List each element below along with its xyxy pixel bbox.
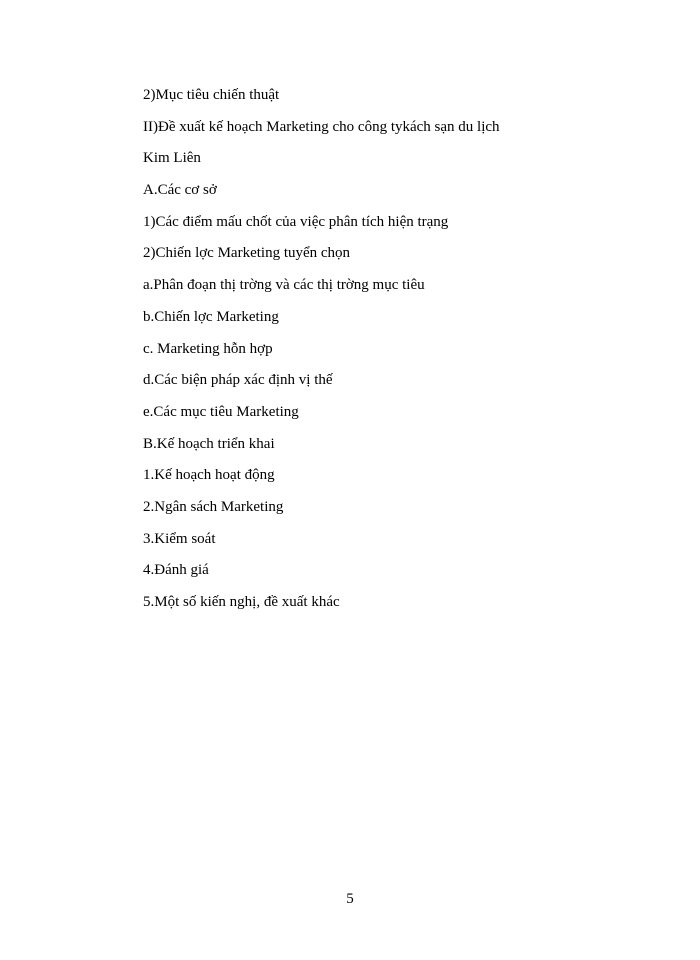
toc-line: 2)Mục tiêu chiến thuật — [143, 87, 280, 103]
toc-line: B.Kế hoạch triển khai — [143, 435, 275, 452]
table-of-contents — [143, 80, 563, 619]
toc-line: d.Các biện pháp xác định vị thế — [143, 372, 333, 389]
toc-line: 2.Ngân sách Marketing — [143, 498, 284, 515]
toc-line: b.Chiến lợc Marketing — [143, 308, 279, 325]
toc-line: e.Các mục tiêu Marketing — [143, 403, 299, 420]
toc-line: II)Đề xuất kế hoạch Marketing cho công tykách sạn du lịch — [143, 118, 500, 135]
page-number: 5 — [346, 891, 354, 907]
toc-line: 5.Một số kiến nghị, đề xuất khác — [143, 594, 340, 610]
toc-line: a.Phân đoạn thị trờng và các thị trờng mục tiêu — [143, 277, 425, 294]
toc-line: 1.Kế hoạch hoạt động — [143, 467, 275, 484]
toc-line: 3.Kiểm soát — [143, 530, 216, 547]
toc-line: 4.Đánh giá — [143, 562, 209, 579]
toc-line: 2)Chiến lợc Marketing tuyển chọn — [143, 245, 351, 262]
toc-line: A.Các cơ sở — [143, 182, 217, 199]
toc-line: c. Marketing hỗn hợp — [143, 340, 273, 357]
toc-line: 1)Các điểm mấu chốt của việc phân tích hiện trạng — [143, 213, 449, 230]
toc-line: Kim Liên — [143, 150, 201, 167]
